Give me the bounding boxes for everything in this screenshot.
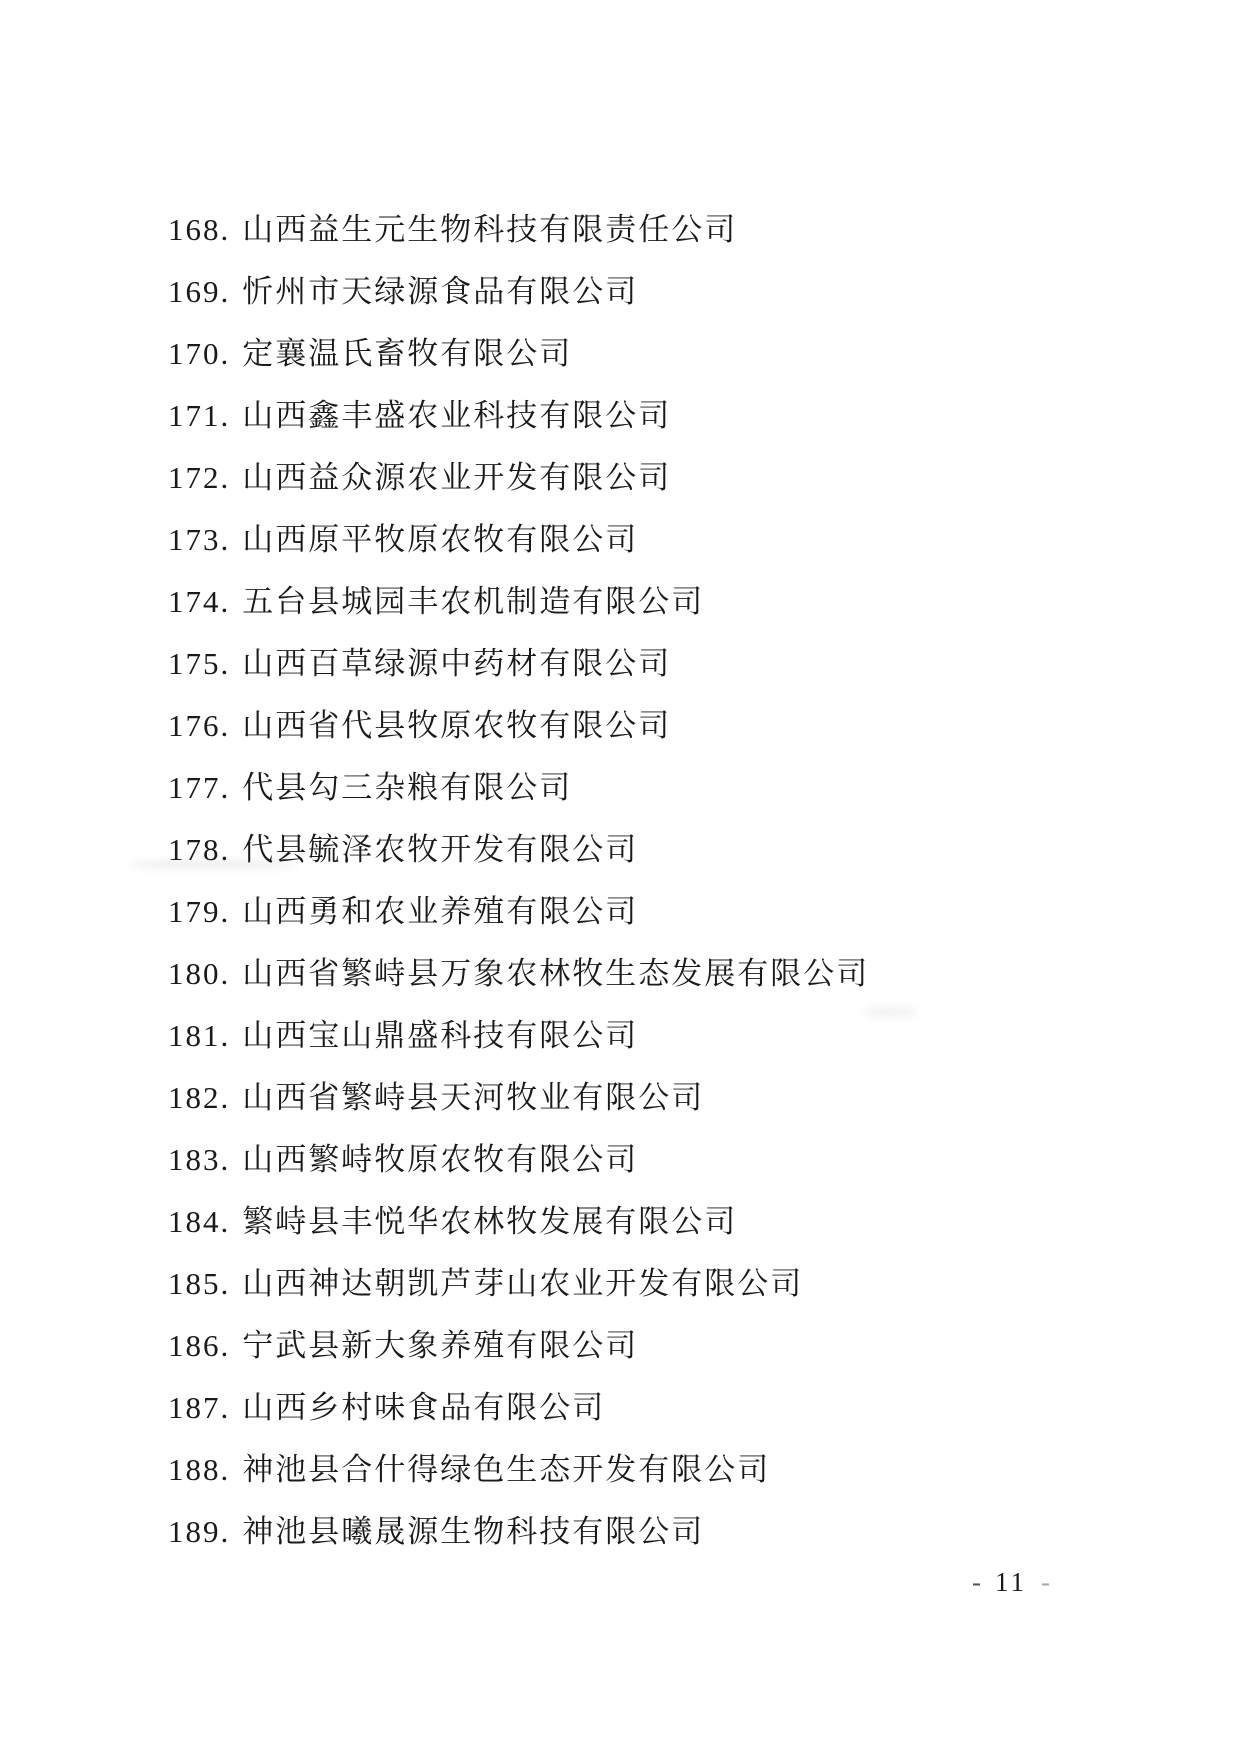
item-name: 定襄温氏畜牧有限公司 (242, 336, 573, 371)
item-number: 182. (168, 1080, 231, 1115)
page-footer (972, 1566, 1050, 1598)
item-name: 五台县城园丰农机制造有限公司 (242, 584, 705, 619)
item-number: 174. (168, 584, 231, 619)
item-number: 177. (168, 770, 231, 805)
item-number: 168. (168, 212, 231, 247)
item-name: 山西省代县牧原农牧有限公司 (242, 708, 672, 743)
item-number: 188. (168, 1452, 231, 1487)
item-name: 神池县曦晟源生物科技有限公司 (242, 1514, 705, 1549)
list-item (168, 1253, 869, 1315)
item-name: 山西省繁峙县天河牧业有限公司 (242, 1080, 705, 1115)
item-number: 169. (168, 274, 231, 309)
page-number: 11 (995, 1567, 1027, 1597)
list-item (168, 199, 869, 261)
item-name: 山西宝山鼎盛科技有限公司 (242, 1018, 639, 1053)
item-name: 山西鑫丰盛农业科技有限公司 (242, 398, 672, 433)
list-item (168, 1315, 869, 1377)
item-name: 山西乡村味食品有限公司 (242, 1390, 606, 1425)
item-name: 代县毓泽农牧开发有限公司 (242, 832, 639, 867)
item-number: 175. (168, 646, 231, 681)
footer-dash: - (972, 1567, 981, 1597)
list-item (168, 1377, 869, 1439)
item-number: 178. (168, 832, 231, 867)
item-name: 山西神达朝凯芦芽山农业开发有限公司 (242, 1266, 804, 1301)
item-number: 173. (168, 522, 231, 557)
item-name: 山西益生元生物科技有限责任公司 (242, 212, 738, 247)
item-number: 183. (168, 1142, 231, 1177)
list-item (168, 1129, 869, 1191)
list-item (168, 1005, 869, 1067)
item-number: 176. (168, 708, 231, 743)
item-number: 187. (168, 1390, 231, 1425)
item-name: 山西益众源农业开发有限公司 (242, 460, 672, 495)
list-item (168, 881, 869, 943)
item-name: 忻州市天绿源食品有限公司 (242, 274, 639, 309)
list-item (168, 757, 869, 819)
item-name: 山西省繁峙县万象农林牧生态发展有限公司 (242, 956, 870, 991)
item-name: 宁武县新大象养殖有限公司 (242, 1328, 639, 1363)
list-item (168, 1191, 869, 1253)
item-number: 172. (168, 460, 231, 495)
item-number: 181. (168, 1018, 231, 1053)
item-number: 186. (168, 1328, 231, 1363)
item-name: 山西繁峙牧原农牧有限公司 (242, 1142, 639, 1177)
item-number: 180. (168, 956, 231, 991)
item-name: 代县勾三杂粮有限公司 (242, 770, 573, 805)
list-item (168, 1067, 869, 1129)
item-name: 山西勇和农业养殖有限公司 (242, 894, 639, 929)
item-number: 185. (168, 1266, 231, 1301)
list-item (168, 385, 869, 447)
item-name: 山西原平牧原农牧有限公司 (242, 522, 639, 557)
item-number: 170. (168, 336, 231, 371)
list-item (168, 1439, 869, 1501)
item-name: 神池县合什得绿色生态开发有限公司 (242, 1452, 771, 1487)
list-item (168, 323, 869, 385)
list-item (168, 943, 869, 1005)
list-item (168, 261, 869, 323)
list-item (168, 447, 869, 509)
item-number: 184. (168, 1204, 231, 1239)
item-number: 171. (168, 398, 231, 433)
company-list (168, 199, 869, 1563)
list-item (168, 695, 869, 757)
item-number: 179. (168, 894, 231, 929)
item-name: 山西百草绿源中药材有限公司 (242, 646, 672, 681)
list-item (168, 633, 869, 695)
list-item (168, 571, 869, 633)
list-item (168, 509, 869, 571)
footer-dash: - (1041, 1567, 1050, 1597)
scan-artifact (862, 1006, 917, 1018)
list-item (168, 819, 869, 881)
item-number: 189. (168, 1514, 231, 1549)
item-name: 繁峙县丰悦华农林牧发展有限公司 (242, 1204, 738, 1239)
list-item (168, 1501, 869, 1563)
